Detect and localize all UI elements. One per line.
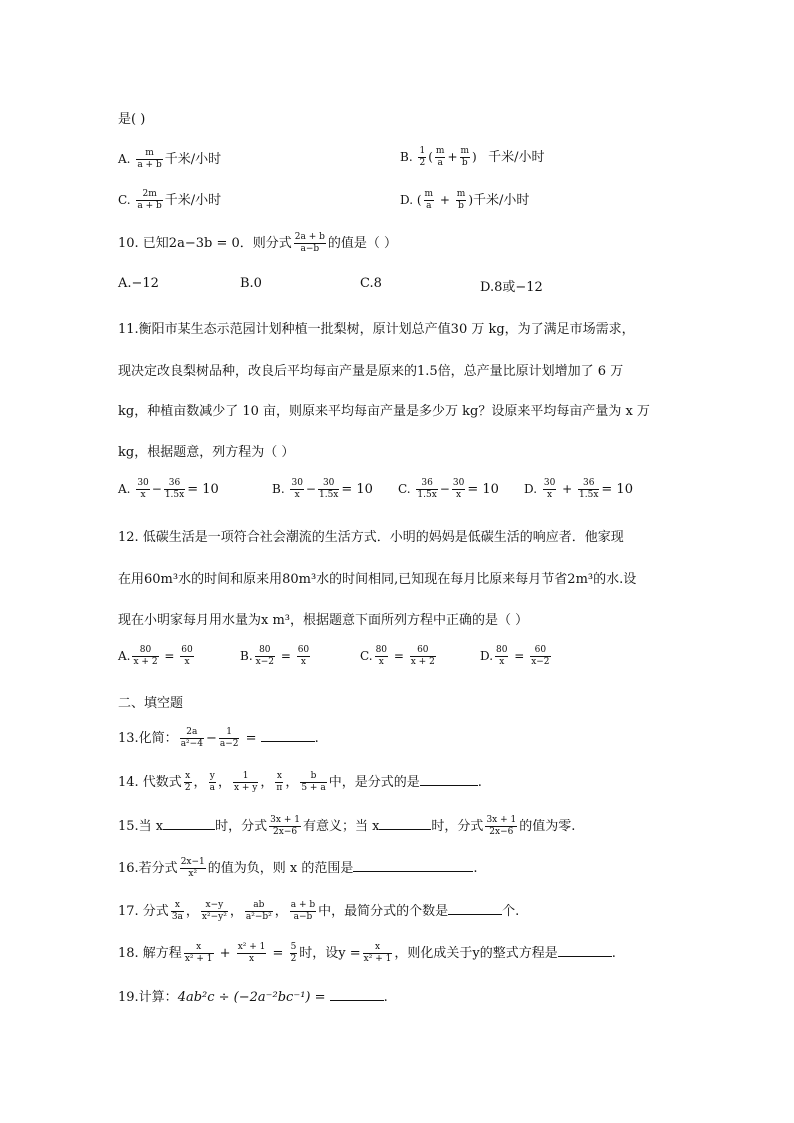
numerator: 30 xyxy=(543,478,556,488)
fraction xyxy=(495,645,508,668)
fraction xyxy=(171,900,184,923)
q15-text: 时，分式 xyxy=(431,819,484,834)
option-label: B. xyxy=(240,649,253,663)
fraction xyxy=(132,645,158,668)
equation-rhs: = 10 xyxy=(601,482,633,497)
fraction xyxy=(180,857,206,880)
denominator: 3a xyxy=(171,912,183,922)
comma: ， xyxy=(260,775,274,790)
denominator: x²−y² xyxy=(201,912,227,922)
q16-end: . xyxy=(473,861,478,876)
denominator: 1.5x xyxy=(318,490,339,500)
denominator: x xyxy=(499,657,505,667)
option-label: C. xyxy=(360,649,373,663)
q10-option-b: B.0 xyxy=(240,276,262,291)
fraction xyxy=(530,645,550,668)
denominator: x xyxy=(248,954,255,964)
denominator: a−2 xyxy=(219,739,239,749)
q18-prefix: 18. 解方程 xyxy=(118,946,182,961)
q10-option-a: A.−12 xyxy=(118,276,159,291)
denominator: 2 xyxy=(290,954,297,964)
fraction xyxy=(290,478,303,501)
equation-rhs: = 10 xyxy=(187,482,219,497)
denominator: 2x−6 xyxy=(273,827,298,837)
q11-option-a xyxy=(118,478,219,501)
q11-option-b xyxy=(272,478,373,501)
denominator: 2 xyxy=(184,783,191,793)
option-label: A. xyxy=(118,482,131,496)
q18 xyxy=(118,942,616,965)
q15-text: 有意义；当 x xyxy=(302,819,380,834)
fraction xyxy=(209,771,216,794)
fraction xyxy=(418,146,426,169)
option-label: D. xyxy=(480,649,494,663)
option-label: D. xyxy=(400,193,414,207)
numerator: 2m xyxy=(136,189,162,201)
fraction xyxy=(219,727,240,750)
numerator: 30 xyxy=(318,478,339,490)
numerator: ab xyxy=(245,900,273,912)
numerator: m xyxy=(136,148,162,160)
denominator: 2x−6 xyxy=(489,827,514,837)
operator: = xyxy=(164,649,175,663)
numerator: 3x + 1 xyxy=(270,815,300,825)
q17-end: 个. xyxy=(502,904,520,919)
numerator: 60 xyxy=(410,645,436,657)
numerator: 36 xyxy=(578,478,599,490)
q15 xyxy=(118,815,575,838)
option-label: D. xyxy=(524,482,538,496)
comma: ， xyxy=(193,775,207,790)
denominator: x² + 1 xyxy=(363,954,392,964)
option-label: C. xyxy=(398,482,411,496)
fraction xyxy=(201,900,228,923)
numerator: x² + 1 xyxy=(237,942,266,952)
q16-prefix: 16.若分式 xyxy=(118,861,178,876)
operator: = xyxy=(393,649,404,663)
denominator: x² + 1 xyxy=(184,954,213,964)
q9-option-d: D. ( $\frac{m}{a}$ + $\frac{m}{b}$ )千米/小时 xyxy=(400,189,530,211)
answer-blank[interactable] xyxy=(448,902,502,915)
denominator: x xyxy=(456,490,462,500)
q9-tail: 是( ) xyxy=(118,112,146,127)
numerator: a + b xyxy=(290,900,316,910)
fraction xyxy=(300,771,326,794)
denominator: a²−4 xyxy=(180,739,203,749)
fraction xyxy=(290,942,298,965)
denominator: 5 + a xyxy=(301,783,326,793)
equation-rhs: = 10 xyxy=(341,482,373,497)
numerator: 36 xyxy=(416,478,437,490)
operator: − xyxy=(151,482,162,496)
denominator: x xyxy=(300,657,306,667)
denominator: 2 xyxy=(419,158,426,168)
denominator: b xyxy=(458,201,464,211)
fraction xyxy=(180,645,193,668)
fraction xyxy=(275,771,283,794)
denominator: x + 2 xyxy=(133,657,158,667)
fraction xyxy=(416,478,437,501)
q11-line-2: 现决定改良梨树品种，改良后平均每亩产量是原来的1.5倍，总产量比原计划增加了 6 万 xyxy=(118,364,624,379)
numerator: m xyxy=(456,189,466,199)
denominator: x xyxy=(378,657,384,667)
denominator: 1.5x xyxy=(417,490,437,500)
operator: + xyxy=(562,482,573,496)
q17-prefix: 17. 分式 xyxy=(118,904,169,919)
fraction xyxy=(578,478,599,501)
option-label: B. xyxy=(272,482,285,496)
fraction xyxy=(180,727,204,750)
q15-suffix: 的值为零. xyxy=(519,819,576,834)
fraction xyxy=(184,942,214,965)
numerator: x xyxy=(276,771,282,781)
q10-stem xyxy=(118,232,397,255)
fraction xyxy=(136,478,149,501)
fraction xyxy=(136,189,162,212)
numerator: x xyxy=(363,942,393,954)
section-title: 二、填空题 xyxy=(118,696,184,711)
answer-blank[interactable] xyxy=(163,817,215,830)
answer-blank[interactable] xyxy=(261,729,315,742)
q10-option-c: C.8 xyxy=(360,276,382,291)
q19 xyxy=(118,986,388,1005)
fraction xyxy=(290,900,316,923)
fraction xyxy=(456,189,467,212)
operator: = xyxy=(245,731,257,746)
q10-prefix: 10. 已知2a−3b = 0．则分式 xyxy=(118,236,292,251)
q15-prefix: 15.当 x xyxy=(118,819,164,834)
denominator: a xyxy=(437,158,443,168)
q12-option-b xyxy=(240,645,312,668)
q9-option-a xyxy=(118,148,221,171)
q17-suffix: 中，最简分式的个数是 xyxy=(318,904,449,919)
option-label: B. xyxy=(400,150,413,164)
answer-blank[interactable] xyxy=(353,859,473,872)
fraction xyxy=(410,645,436,668)
comma: ， xyxy=(217,775,231,790)
comma: ， xyxy=(285,775,299,790)
unit-text: 千米/小时 xyxy=(488,150,545,165)
fraction xyxy=(375,645,388,668)
q19-end: . xyxy=(383,990,388,1005)
denominator: π xyxy=(276,783,283,793)
numerator: b xyxy=(300,771,326,783)
q12-option-c xyxy=(360,645,438,668)
q11-option-c xyxy=(398,478,499,501)
q11-line-4: kg，根据题意，列方程为（ ） xyxy=(118,445,295,460)
denominator: x xyxy=(547,490,553,500)
operator: = xyxy=(280,649,291,663)
fraction xyxy=(245,900,273,923)
operator: + xyxy=(447,150,458,164)
denominator: a−b xyxy=(300,244,320,254)
denominator: x + 2 xyxy=(410,657,435,667)
unit-text: 千米/小时 xyxy=(164,193,222,208)
numerator: 80 xyxy=(496,645,508,655)
denominator: x² xyxy=(188,869,198,879)
fraction xyxy=(485,815,517,838)
q11-option-d xyxy=(524,478,633,501)
fraction xyxy=(452,478,465,501)
numerator: 1 xyxy=(219,727,240,739)
q14 xyxy=(118,771,482,794)
q13-prefix: 13.化简： xyxy=(118,731,178,746)
numerator: 60 xyxy=(530,645,550,657)
denominator: 1.5x xyxy=(579,490,599,500)
unit-text: 千米/小时 xyxy=(473,193,530,208)
denominator: x−2 xyxy=(255,657,274,667)
fraction xyxy=(297,645,310,668)
numerator: x xyxy=(184,942,214,954)
denominator: a²−b² xyxy=(245,912,272,922)
q16 xyxy=(118,857,478,880)
denominator: b xyxy=(461,158,468,168)
numerator: 2x−1 xyxy=(180,857,205,867)
q9-option-b: B. $\frac{1}{2}$ ( $\frac{m}{a}$ + $\frac{m}{b}$ ) 千米/小时 xyxy=(400,146,545,168)
numerator: y xyxy=(209,771,215,781)
q19-expression: 4ab²c ÷ (−2a⁻²bc⁻¹) = xyxy=(177,990,326,1005)
q13 xyxy=(118,727,319,750)
denominator: x xyxy=(294,490,300,500)
numerator: 36 xyxy=(164,478,185,490)
operator: + xyxy=(219,946,231,961)
denominator: a + b xyxy=(137,201,162,211)
fraction xyxy=(318,478,339,501)
fraction xyxy=(136,148,162,171)
denominator: x xyxy=(184,657,190,667)
numerator: 30 xyxy=(137,478,149,488)
denominator: x + y xyxy=(233,783,258,793)
q10-option-d: D.8或−12 xyxy=(480,280,543,295)
fraction xyxy=(363,942,393,965)
q12-option-d xyxy=(480,645,553,668)
q19-prefix: 19.计算： xyxy=(118,990,178,1005)
operator: − xyxy=(439,482,450,496)
fraction xyxy=(237,942,267,965)
denominator: a xyxy=(209,783,215,793)
fraction xyxy=(543,478,556,501)
q15-text: 时，分式 xyxy=(215,819,268,834)
numerator: 5 xyxy=(290,942,297,952)
answer-blank[interactable] xyxy=(330,988,384,1001)
answer-blank[interactable] xyxy=(379,817,431,830)
answer-blank[interactable] xyxy=(420,773,478,786)
q14-suffix: 中，是分式的是 xyxy=(328,775,420,790)
option-label: C. xyxy=(118,193,131,207)
comma: ， xyxy=(185,904,199,919)
numerator: 30 xyxy=(291,478,303,488)
operator: = xyxy=(272,946,284,961)
numerator: 2a xyxy=(180,727,204,739)
equation-rhs: = 10 xyxy=(467,482,499,497)
operator: − xyxy=(305,482,316,496)
q16-suffix: 的值为负，则 x 的范围是 xyxy=(207,861,354,876)
q11-line-1: 11.衡阳市某生态示范园计划种植一批梨树，原计划总产值30 万 kg，为了满足市场需求， xyxy=(118,322,635,337)
fraction xyxy=(460,146,471,169)
numerator: x xyxy=(171,900,184,912)
unit-text: 千米/小时 xyxy=(164,152,222,167)
fraction xyxy=(269,815,301,838)
q14-end: . xyxy=(477,775,482,790)
denominator: a xyxy=(426,201,432,211)
q12-line-1: 12. 低碳生活是一项符合社会潮流的生活方式．小明的妈妈是低碳生活的响应者．他家现 xyxy=(118,530,624,545)
denominator: x−2 xyxy=(531,657,550,667)
q13-end: . xyxy=(314,731,319,746)
denominator: a−b xyxy=(293,912,313,922)
numerator: 60 xyxy=(297,645,310,655)
operator: = xyxy=(514,649,525,663)
operator: − xyxy=(205,731,217,746)
denominator: x xyxy=(140,490,146,500)
option-label: A. xyxy=(118,152,131,166)
numerator: 2a + b xyxy=(294,232,325,242)
q10-suffix: 的值是（ ） xyxy=(327,236,398,251)
fraction xyxy=(294,232,326,255)
numerator: m xyxy=(460,146,470,156)
numerator: x−y xyxy=(201,900,228,912)
comma: ， xyxy=(229,904,243,919)
comma: ， xyxy=(274,904,288,919)
numerator: m xyxy=(435,146,445,156)
numerator: 80 xyxy=(255,645,275,657)
answer-blank[interactable] xyxy=(558,944,612,957)
fraction xyxy=(233,771,258,794)
denominator: 1.5x xyxy=(164,490,185,500)
q14-prefix: 14. 代数式 xyxy=(118,775,182,790)
numerator: 30 xyxy=(452,478,465,488)
q18-suffix: ，则化成关于y的整式方程是 xyxy=(394,946,558,961)
fraction xyxy=(184,771,192,794)
fraction xyxy=(255,645,275,668)
q18-text: 时，设y = xyxy=(299,946,361,961)
operator: + xyxy=(439,193,450,207)
q11-line-3: kg，种植亩数减少了 10 亩，则原来平均每亩产量是多少万 kg？设原来平均每亩产量为 x 万 xyxy=(118,404,650,419)
q18-end: . xyxy=(611,946,616,961)
numerator: 80 xyxy=(375,645,388,655)
numerator: 80 xyxy=(132,645,158,657)
option-label: A. xyxy=(118,649,131,663)
numerator: 60 xyxy=(181,645,193,655)
numerator: 1 xyxy=(233,771,258,783)
fraction xyxy=(435,146,446,169)
denominator: a + b xyxy=(137,160,162,170)
numerator: 1 xyxy=(419,146,426,156)
q17 xyxy=(118,900,519,923)
q12-option-a xyxy=(118,645,196,668)
numerator: x xyxy=(185,771,191,781)
fraction xyxy=(424,189,435,212)
fraction xyxy=(164,478,185,501)
numerator: 3x + 1 xyxy=(486,815,517,825)
q9-option-c xyxy=(118,189,221,212)
q12-line-2: 在用60m³水的时间和原来用80m³水的时间相同,已知现在每月比原来每月节省2m³的水.设 xyxy=(118,572,637,587)
q12-line-3: 现在小明家每月用水量为x m³，根据题意下面所列方程中正确的是（ ） xyxy=(118,613,529,628)
numerator: m xyxy=(424,189,434,199)
